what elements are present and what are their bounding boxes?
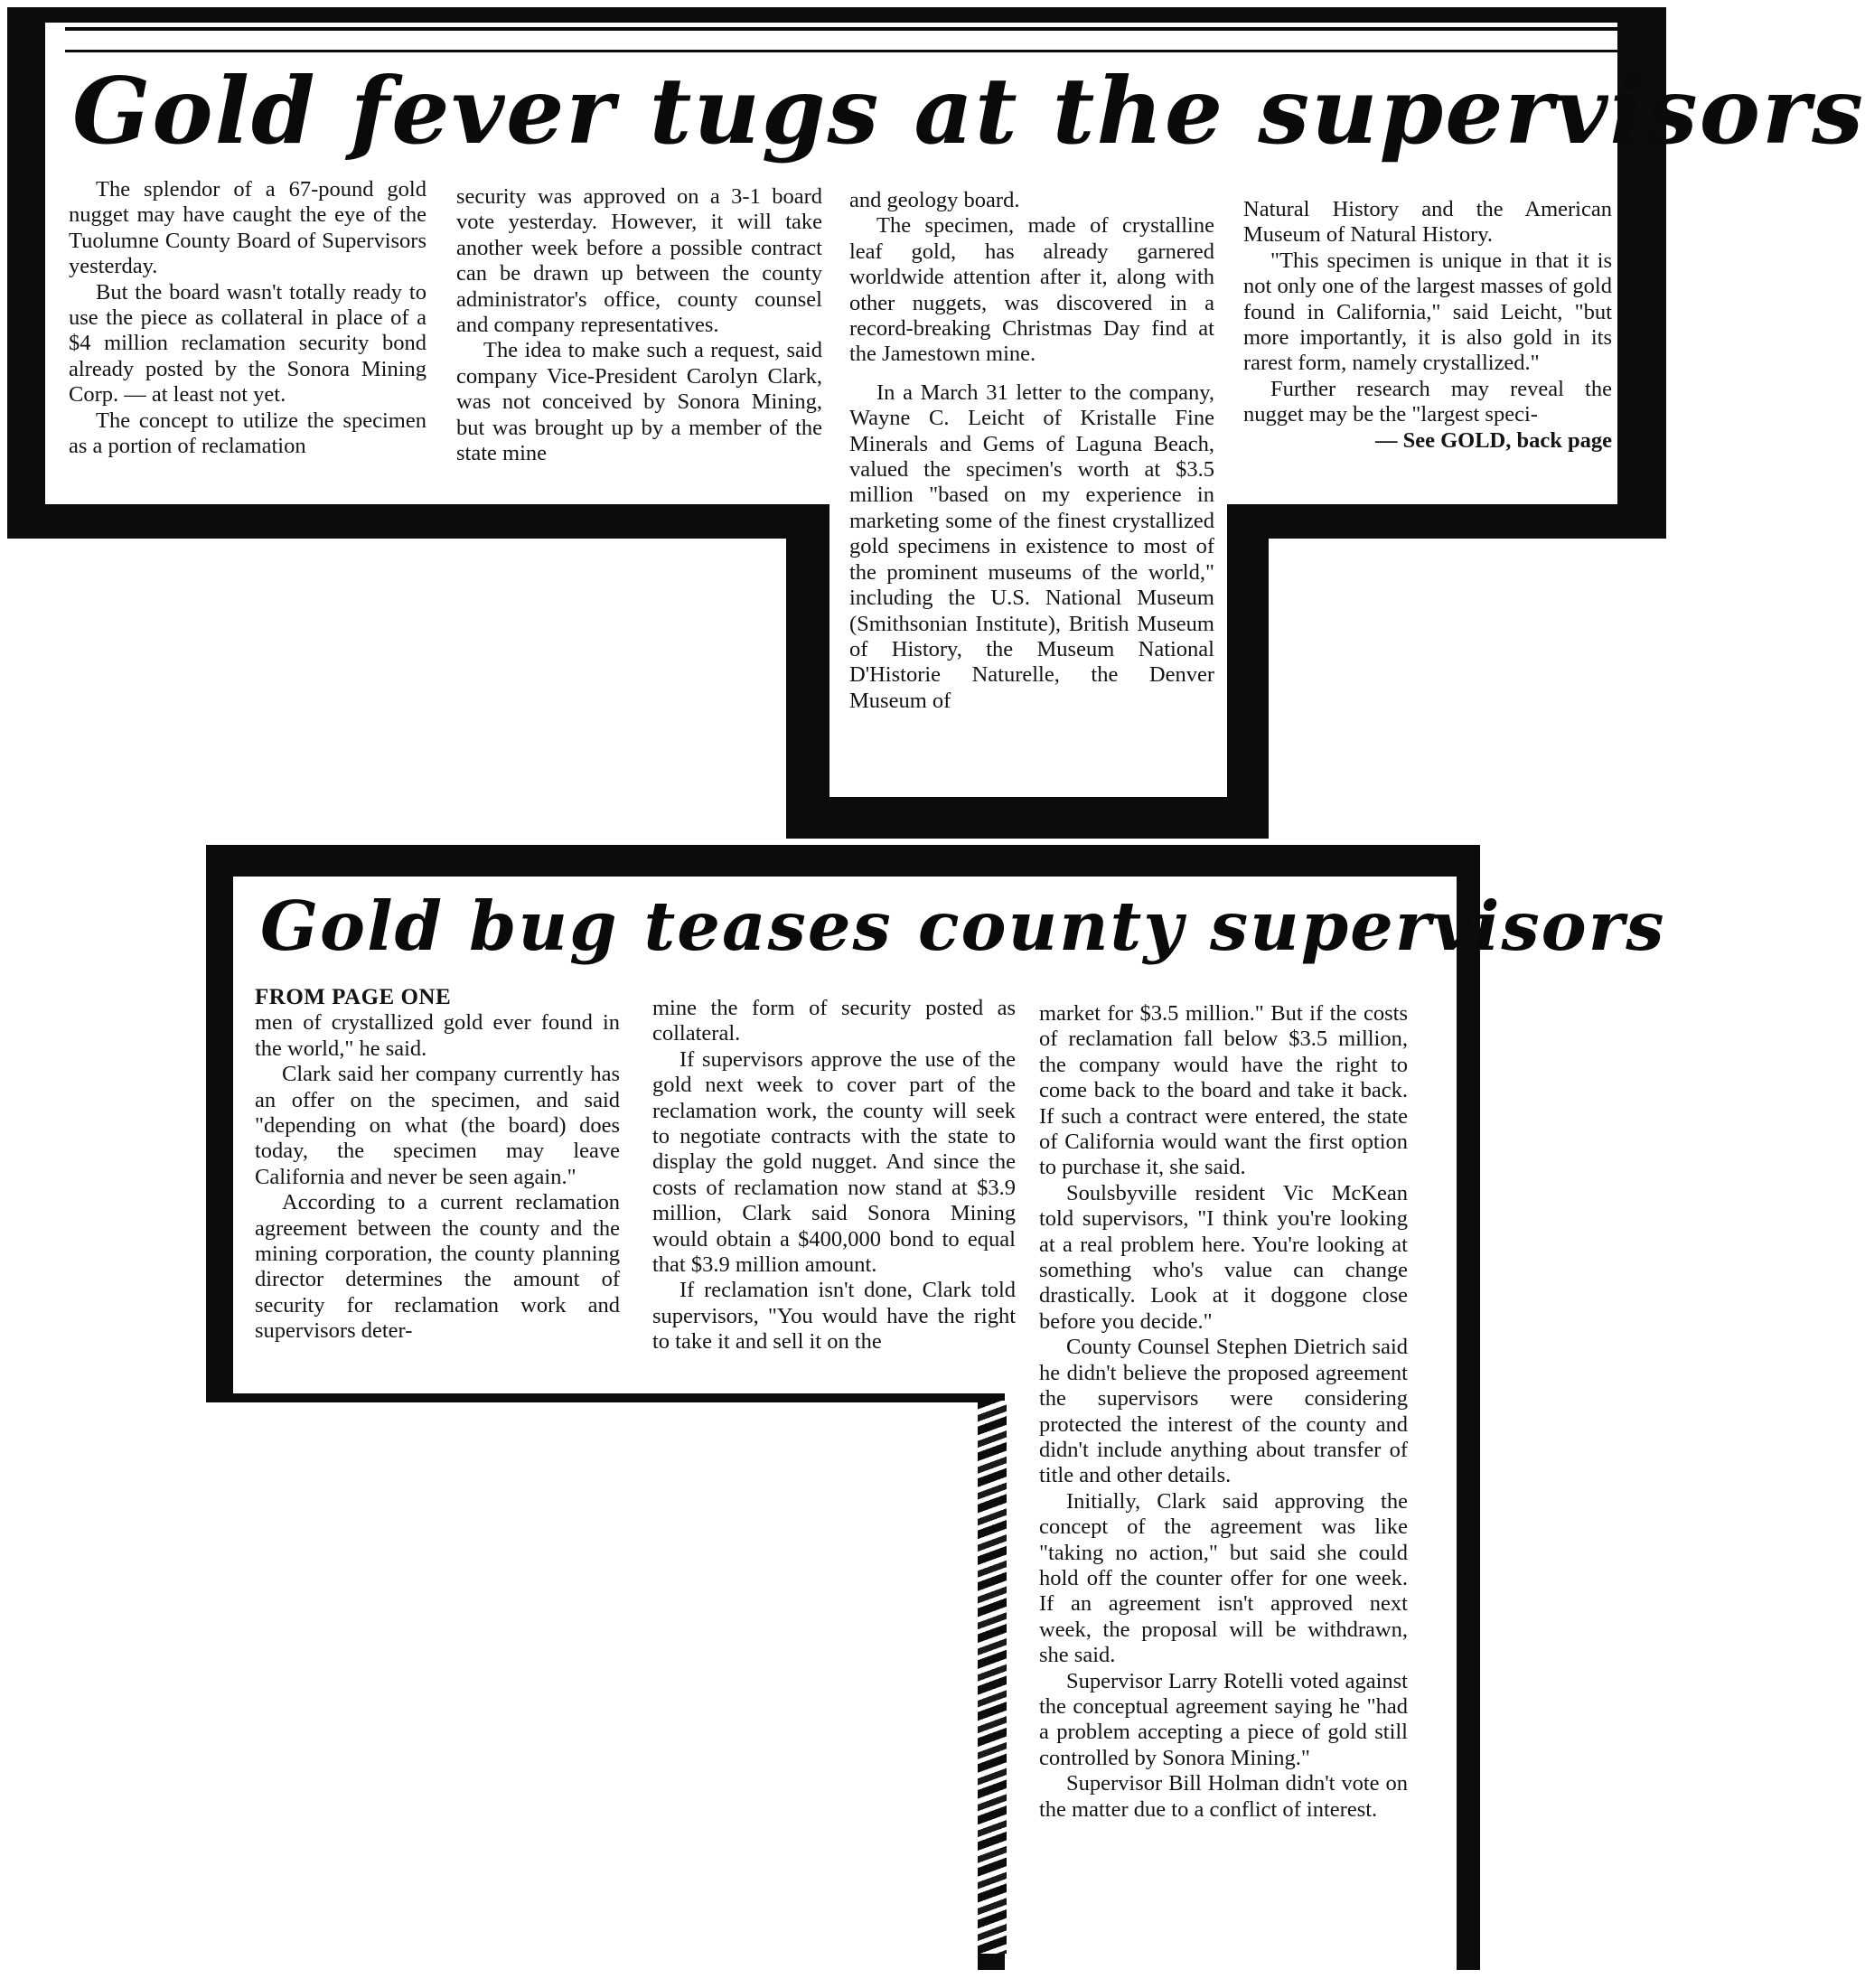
paragraph: Further research may reveal the nugget may be the "largest speci- (1243, 376, 1612, 427)
paragraph: County Counsel Stephen Dietrich said he didn't believe the proposed agreement the supervisors were considering protected the interest of the county and didn't include anything about transfer of title and other details. (1039, 1335, 1408, 1488)
paragraph: In a March 31 letter to the company, Wayne C. Leicht of Kristalle Fine Minerals and Gems of Laguna Beach, valued the specimen's worth at $3.5 million "based on my experience in marketing some of the finest crystallized gold specimens in existence to most of the prominent museums of the world," including the U.S. National Museum (Smithsonian Institute), British Museum of History, the Museum National D'Historie Naturelle, the Denver Museum of (849, 380, 1214, 713)
paragraph: The splendor of a 67-pound gold nugget may have caught the eye of the Tuolumne County Board of Supervisors yesterday. (69, 177, 426, 279)
article1-column-2 (456, 184, 822, 466)
headline-1: Gold fever tugs at the supervisors (72, 57, 1865, 164)
paragraph: Soulsbyville resident Vic McKean told supervisors, "I think you're looking at a real problem here. You're looking at something who's value can change drastically. Look at it doggone close before you decide." (1039, 1180, 1408, 1334)
paragraph: mine the form of security posted as collateral. (652, 996, 1016, 1046)
paragraph: "This specimen is unique in that it is not only one of the largest masses of gold found in California," said Leicht, "but more importantly, it is also gold in its rarest form, namely crystallized." (1243, 248, 1612, 376)
headline-2: Gold bug teases county supervisors (260, 886, 1666, 966)
paragraph: and geology board. (849, 188, 1020, 212)
article2-column-2 (652, 996, 1016, 1355)
paragraph: If supervisors approve the use of the gold next week to cover part of the reclamation work, the county will seek to negotiate contracts with the state to display the gold nugget. And since the costs of reclamation now stand at $3.9 million, Clark said Sonora Mining would obtain a $400,000 bond to equal that $3.9 million amount. (652, 1046, 1016, 1278)
article1-column-1 (69, 177, 426, 459)
paragraph: Initially, Clark said approving the concept of the agreement was like "taking no action," but said she could hold off the counter offer for one week. If an agreement isn't approved next week, the proposal will be withdrawn, she said. (1039, 1488, 1408, 1668)
torn-edge (978, 1401, 1007, 1954)
paragraph: Clark said her company currently has an offer on the specimen, and said "depending on what (the board) does today, the specimen may leave California and never be seen again." (255, 1062, 620, 1189)
paragraph: The specimen, made of crystalline leaf gold, has already garnered worldwide attention after it, along with other nuggets, was discovered in a record-breaking Christmas Day find at the Jamestown mine. (849, 213, 1214, 367)
from-page-one-kicker: FROM PAGE ONE (255, 985, 452, 1009)
paragraph: According to a current reclamation agreement between the county and the mining corporation, the county planning director determines the amount of security for reclamation work and supervisors deter- (255, 1190, 620, 1344)
article2-column-3 (1039, 1001, 1408, 1823)
see-also-jump: — See GOLD, back page (1374, 427, 1612, 453)
paragraph: The idea to make such a request, said company Vice-President Carolyn Clark, was not conceived by Sonora Mining, but was brought up by a member of the state mine (456, 338, 822, 466)
paragraph: market for $3.5 million." But if the costs of reclamation fall below $3.5 million, the company would have the right to come back to the board and take it back. If such a contract were entered, the state of California would want the first option to purchase it, she said. (1039, 1001, 1408, 1180)
article1-column-4 (1243, 197, 1612, 454)
paragraph: But the board wasn't totally ready to use the piece as collateral in place of a $4 million reclamation security bond already posted by the Sonora Mining Corp. — at least not yet. (69, 279, 426, 408)
paragraph: Natural History and the American Museum of Natural History. (1243, 197, 1612, 248)
top-rule (65, 27, 1617, 31)
article1-column-3 (849, 188, 1214, 714)
paragraph: Supervisor Larry Rotelli voted against the conceptual agreement saying he "had a problem accepting a piece of gold still controlled by Sonora Mining." (1039, 1668, 1408, 1770)
paragraph: The concept to utilize the specimen as a portion of reclamation (69, 408, 426, 459)
paragraph: security was approved on a 3-1 board vote yesterday. However, it will take another week before a possible contract can be drawn up between the county administrator's office, county counsel and company representatives. (456, 184, 822, 338)
paragraph: If reclamation isn't done, Clark told supervisors, "You would have the right to take it and sell it on the (652, 1278, 1016, 1355)
top-rule-thin (65, 50, 1617, 52)
paragraph: Supervisor Bill Holman didn't vote on the matter due to a conflict of interest. (1039, 1771, 1408, 1822)
paragraph: men of crystallized gold ever found in the world," he said. (255, 1010, 620, 1061)
article2-column-1 (255, 985, 620, 1345)
